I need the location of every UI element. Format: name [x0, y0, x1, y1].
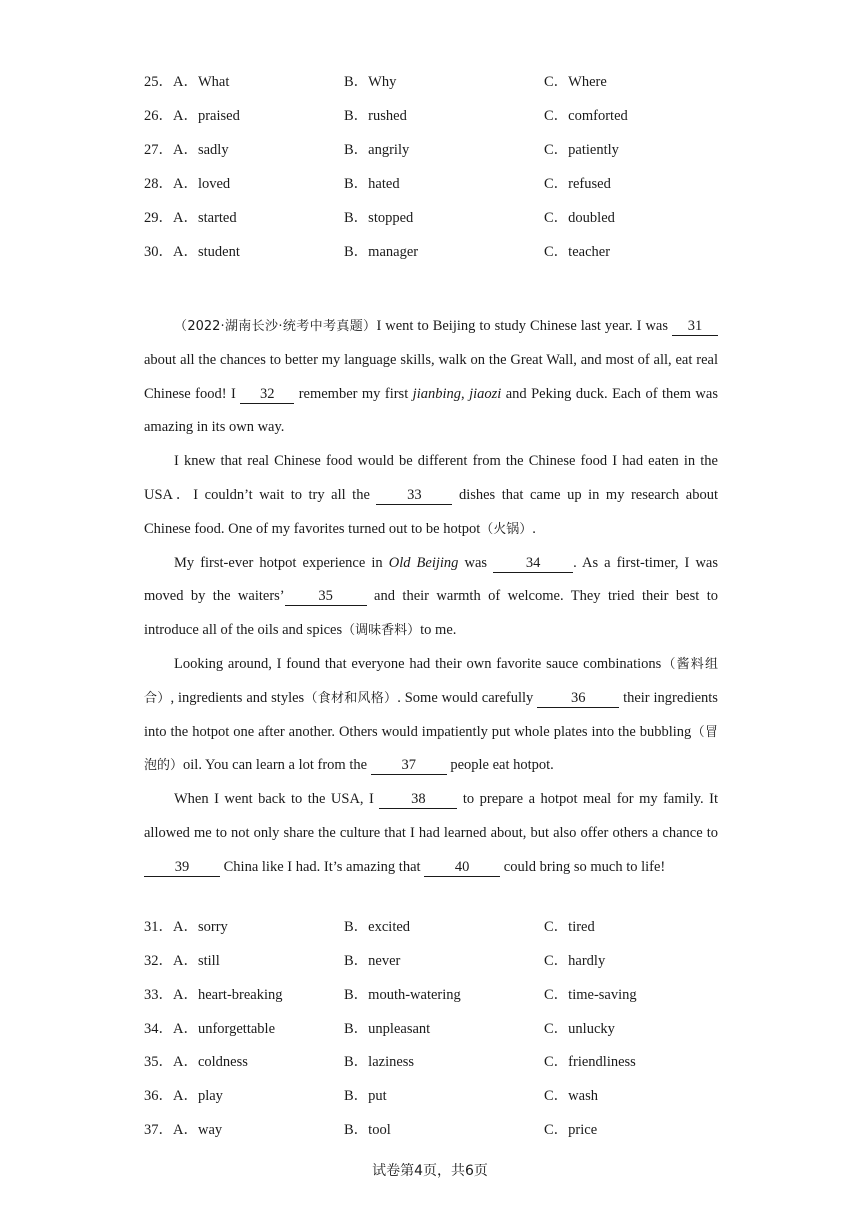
source-tag: （2022·湖南长沙·统考中考真题） [174, 319, 377, 334]
option-b: B．tool [344, 1122, 391, 1138]
option-b: B．laziness [344, 1054, 415, 1070]
option-b: B．angrily [344, 142, 410, 158]
option-b: B．put [344, 1088, 387, 1104]
chinese-gloss: （火锅） [480, 521, 533, 537]
question-row [0, 174, 860, 194]
option-c: C．friendliness [544, 1054, 636, 1070]
passage-text: about all the chances to better my language skills, walk on the Great Wall, and most of all, eat real Chinese food! I [144, 351, 718, 402]
option-b: B．excited [344, 919, 411, 935]
passage-text: to prepare a hotpot meal for my family. It allowed me to not only share the culture that I had learned about, but also offer others a chance to [144, 791, 718, 841]
passage-text: My first-ever hotpot experience in [174, 554, 389, 571]
blank-37: 37 [371, 757, 447, 775]
question-row [0, 951, 860, 971]
passage-text: China like I had. It’s amazing that [220, 858, 425, 875]
passage-text: and Peking duck. Each of them was amazing in its own way. [144, 385, 718, 436]
paragraph-2 [144, 445, 718, 546]
blank-36: 36 [537, 690, 619, 708]
blank-35: 35 [285, 588, 367, 606]
option-a: 26．A．praised [144, 108, 240, 124]
option-a: 32．A．still [144, 953, 220, 969]
option-b: B．unpleasant [344, 1021, 431, 1037]
passage-text: When I went back to the USA, I [174, 791, 380, 808]
option-c: C．refused [544, 176, 611, 192]
paragraph-3 [144, 547, 718, 648]
option-b: B．manager [344, 244, 419, 260]
passage-text: their ingredients into the hotpot one after another. Others would impatiently put whole plates into the bubbling [144, 689, 718, 740]
passage-text: oil. You can learn a lot from the [183, 757, 371, 774]
question-row [0, 1086, 860, 1106]
option-c: C．hardly [544, 953, 606, 969]
option-b: B．hated [344, 176, 400, 192]
blank-32: 32 [240, 386, 294, 404]
passage-text: people eat hotpot. [446, 757, 554, 774]
blank-38: 38 [379, 791, 457, 809]
option-c: C．tired [544, 919, 595, 935]
passage-text: Looking around, I found that everyone had their own favorite sauce combinations [174, 655, 662, 672]
option-b: B．never [344, 953, 401, 969]
option-b: B．Why [344, 74, 397, 90]
passage-text: to me. [420, 622, 457, 639]
food-term: jianbing [412, 385, 462, 402]
blank-31: 31 [672, 318, 718, 336]
passage-text: could bring so much to life! [500, 858, 666, 875]
food-term: jiaozi [469, 385, 502, 402]
option-c: C．doubled [544, 210, 615, 226]
option-c: C．price [544, 1122, 598, 1138]
option-b: B．stopped [344, 210, 414, 226]
question-row [0, 917, 860, 937]
question-row [0, 208, 860, 228]
question-row [0, 106, 860, 126]
option-a: 25．A．What [144, 74, 230, 90]
question-row [0, 242, 860, 262]
paragraph-1 [144, 310, 718, 445]
passage-text: I knew that real Chinese food would be different from the Chinese food I had eaten in the USA．I couldn’t wait to try all the [144, 453, 718, 503]
option-a: 35．A．coldness [144, 1054, 248, 1070]
blank-39: 39 [144, 859, 220, 877]
question-row [0, 1019, 860, 1039]
blank-40: 40 [424, 859, 500, 877]
question-row [0, 72, 860, 92]
option-a: 29．A．started [144, 210, 237, 226]
option-c: C．unlucky [544, 1021, 615, 1037]
chinese-gloss: （冒泡的） [144, 724, 718, 774]
passage-text: dishes that came up in my research about Chinese food. One of my favorites turned out to be hotpot [144, 486, 718, 537]
blank-33: 33 [376, 487, 452, 505]
passage-text: remember my first [294, 385, 413, 402]
question-row [0, 985, 860, 1005]
option-a: 31．A．sorry [144, 919, 228, 935]
option-a: 33．A．heart-breaking [144, 987, 283, 1003]
reading-passage [144, 310, 718, 885]
option-c: C．wash [544, 1088, 598, 1104]
passage-text: and their warmth of welcome. They tried their best to introduce all of the oils and spices [144, 588, 718, 639]
option-c: C．comforted [544, 108, 628, 124]
page-footer: 试卷第4页，共6页 [372, 1163, 488, 1179]
option-c: C．time-saving [544, 987, 637, 1003]
passage-text: . [532, 520, 536, 537]
chinese-gloss: （酱料组合） [144, 656, 718, 706]
passage-text: , [461, 385, 470, 402]
question-row [0, 140, 860, 160]
restaurant-name: Old Beijing [388, 554, 459, 571]
option-c: C．teacher [544, 244, 611, 260]
passage-text: , ingredients and styles [170, 689, 305, 706]
option-a: 36．A．play [144, 1088, 223, 1104]
option-c: C．Where [544, 74, 607, 90]
blank-34: 34 [493, 555, 573, 573]
option-a: 27．A．sadly [144, 142, 229, 158]
passage-text: was [458, 554, 494, 571]
option-a: 37．A．way [144, 1122, 223, 1138]
option-a: 34．A．unforgettable [144, 1021, 276, 1037]
option-c: C．patiently [544, 142, 619, 158]
chinese-gloss: （食材和风格） [304, 690, 398, 706]
option-a: 28．A．loved [144, 176, 231, 192]
chinese-gloss: （调味香料） [342, 623, 421, 639]
option-b: B．rushed [344, 108, 407, 124]
passage-text: I went to Beijing to study Chinese last year. I was [376, 318, 669, 334]
question-row [0, 1052, 860, 1072]
passage-text: . As a first-timer, I was moved by the waiters’ [144, 554, 718, 605]
option-b: B．mouth-watering [344, 987, 461, 1003]
paragraph-5 [144, 783, 718, 884]
option-a: 30．A．student [144, 244, 240, 260]
paragraph-4 [144, 648, 718, 783]
passage-text: . Some would carefully [397, 689, 538, 706]
question-row [0, 1120, 860, 1140]
